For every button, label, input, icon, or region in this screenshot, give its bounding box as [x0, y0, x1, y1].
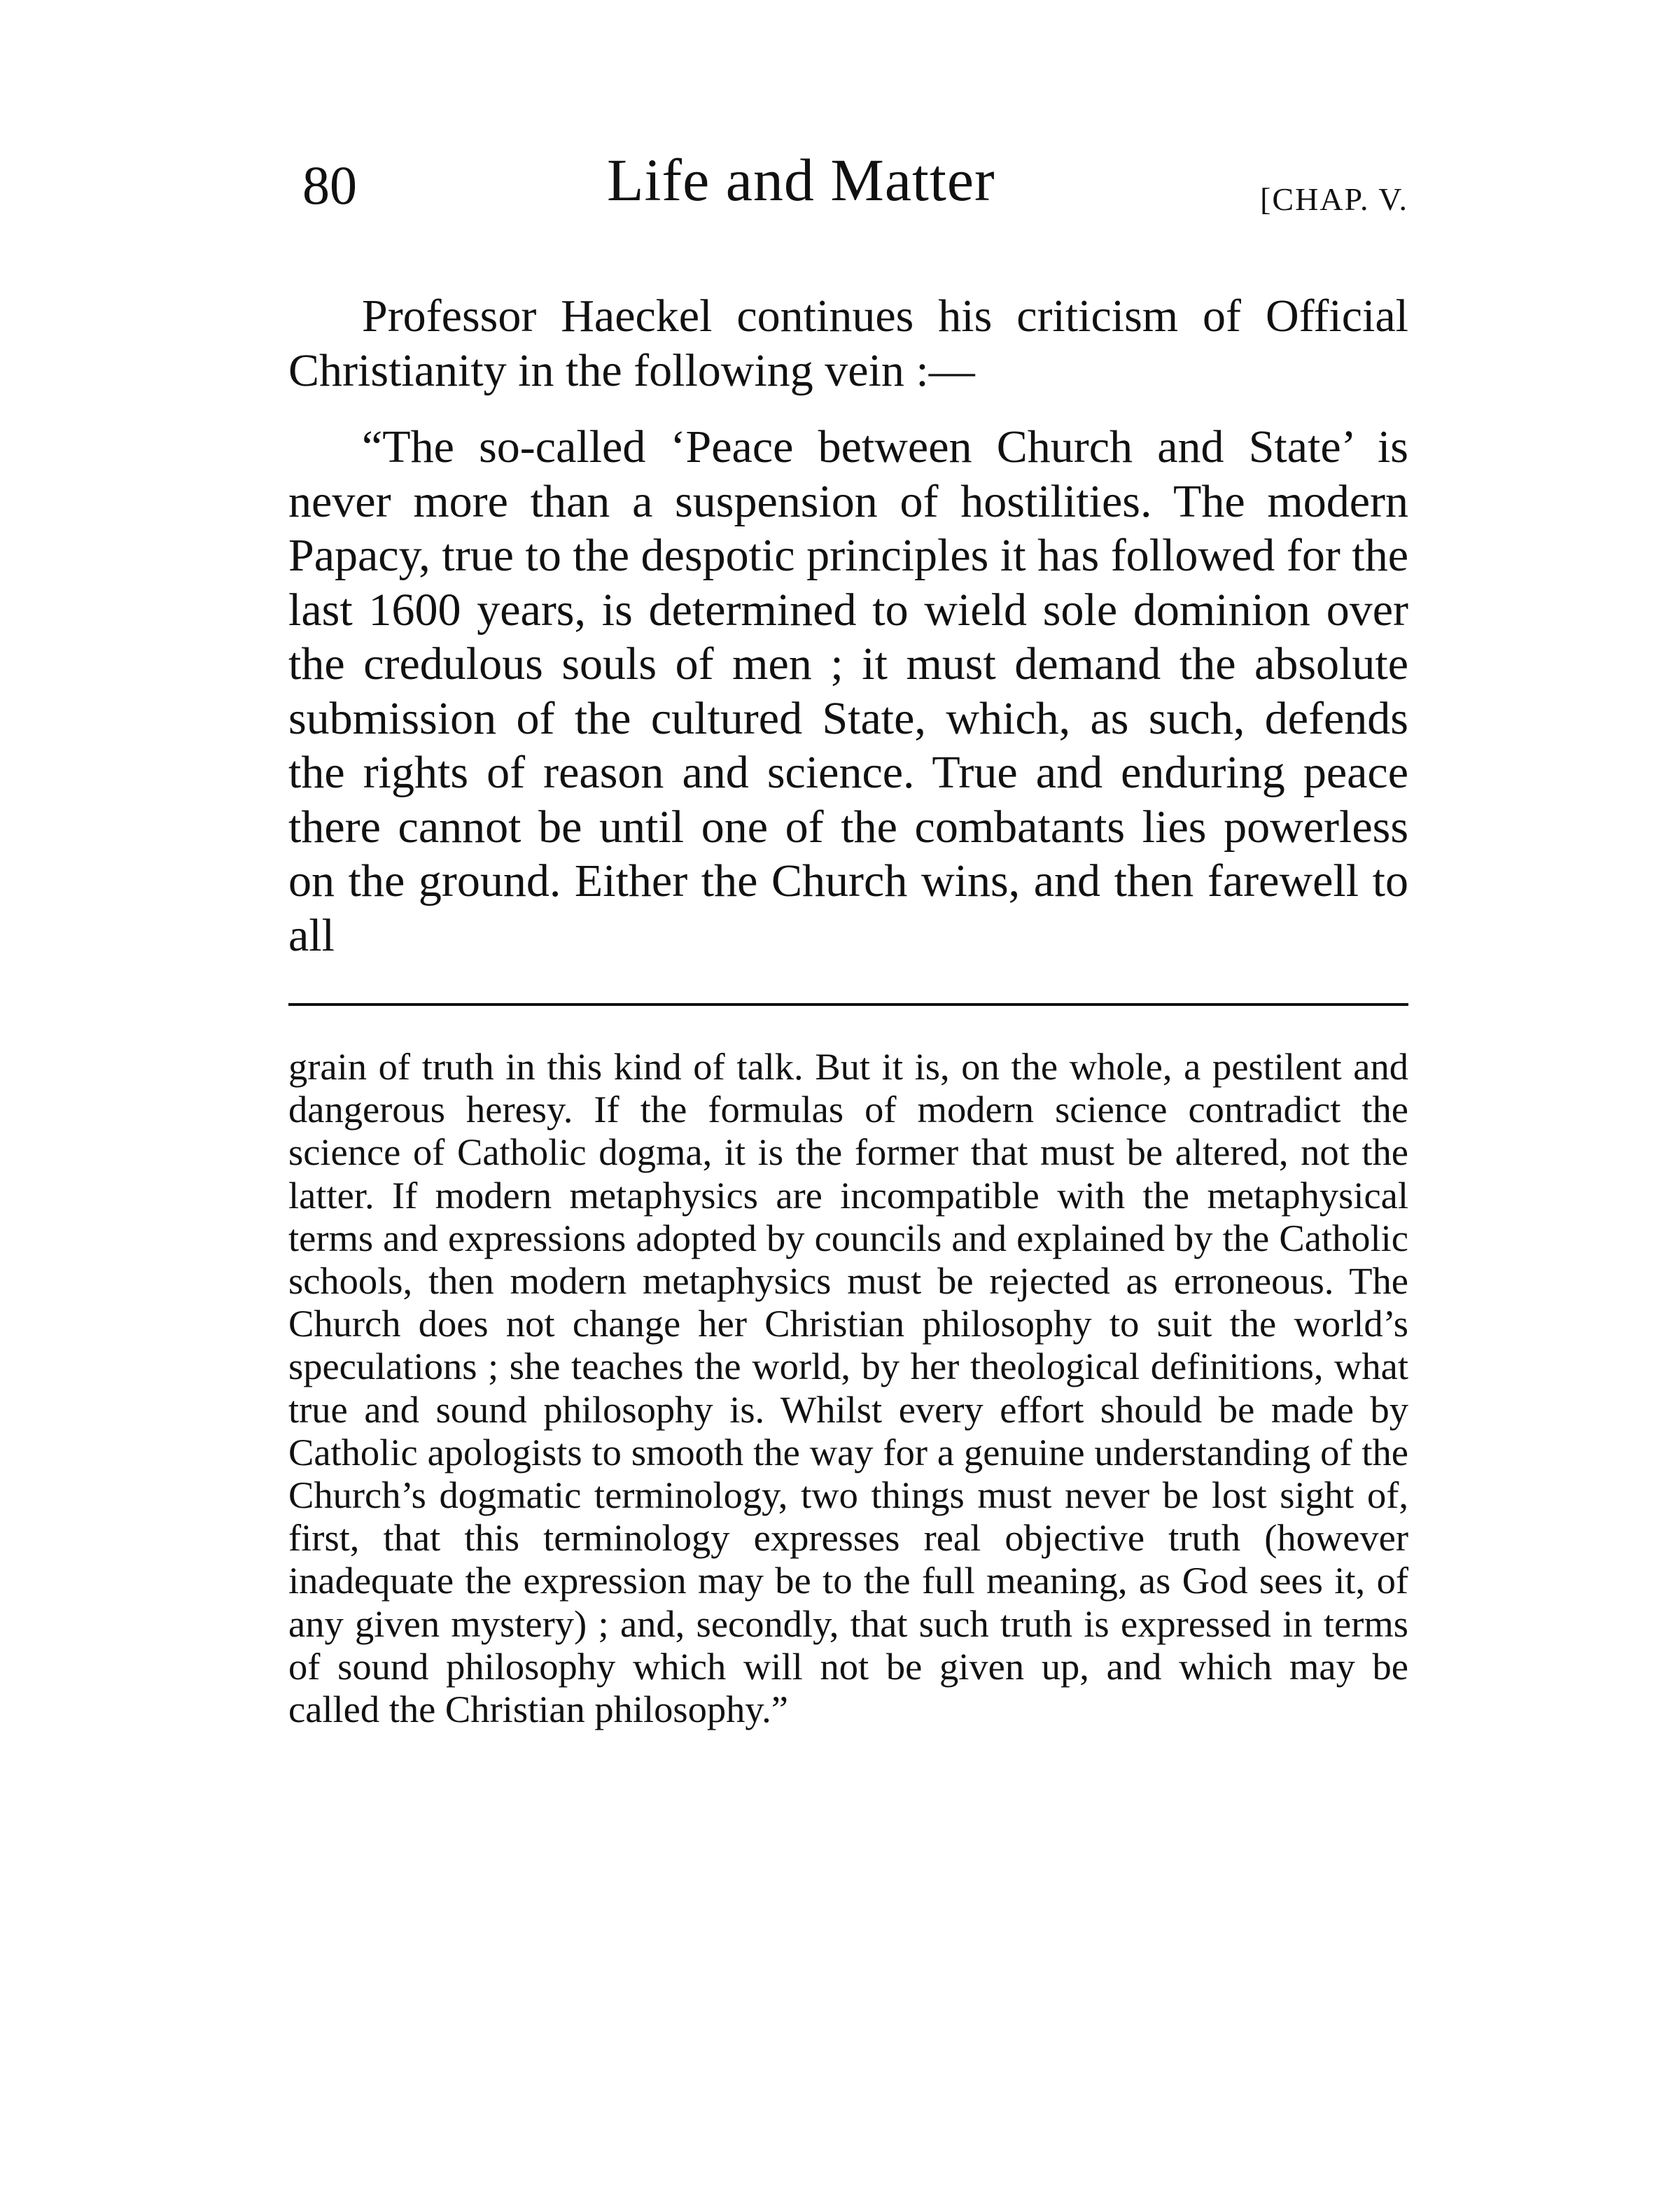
quote-paragraph: “The so-called ‘Peace between Church and State’ is never more than a suspension of hostilities. The modern Papacy, true to the despotic principles it has followed for the last 1600 years, is determined to wield sole dominion over the credulous souls of men ; it must demand the absolute submission of the cultured State, which, as such, defends the rights of reason and science. True and enduring peace there cannot be until one of the combatants lies powerless on the ground. Either the Church wins, and then farewell to all	[288, 421, 1408, 961]
main-text	[288, 289, 1408, 962]
footnote-divider	[288, 1003, 1408, 1006]
intro-paragraph: Professor Haeckel continues his criticism of Official Christianity in the following vein :—	[288, 290, 1408, 396]
chapter-reference: [CHAP. V.	[1260, 181, 1408, 217]
footnote	[288, 1045, 1408, 1730]
page-number: 80	[302, 155, 357, 216]
footnote-text: grain of truth in this kind of talk. But it is, on the whole, a pestilent and dangerous heresy. If the formulas of modern science contradict the science of Catholic dogma, it is the former that must be altered, not the latter. If modern metaphysics are incompatible with the metaphysical terms and expressions adopted by councils and explained by the Catholic schools, then modern metaphysics must be rejected as erroneous. The Church does not change her Christian philosophy to suit the world’s speculations ; she teaches the world, by her theological definitions, what true and sound philosophy is. Whilst every effort should be made by Catholic apologists to smooth the way for a genuine understanding of the Church’s dogmatic terminology, two things must never be lost sight of, first, that this terminology expresses real objective truth (however inadequate the expression may be to the full meaning, as God sees it, of any given mystery) ; and, secondly, that such truth is expressed in terms of sound philosophy which will not be given up, and which may be called the Christian philosophy.”	[288, 1045, 1408, 1731]
book-page	[288, 146, 1408, 1731]
page-header	[288, 146, 1408, 234]
running-title: Life and Matter	[607, 146, 995, 214]
